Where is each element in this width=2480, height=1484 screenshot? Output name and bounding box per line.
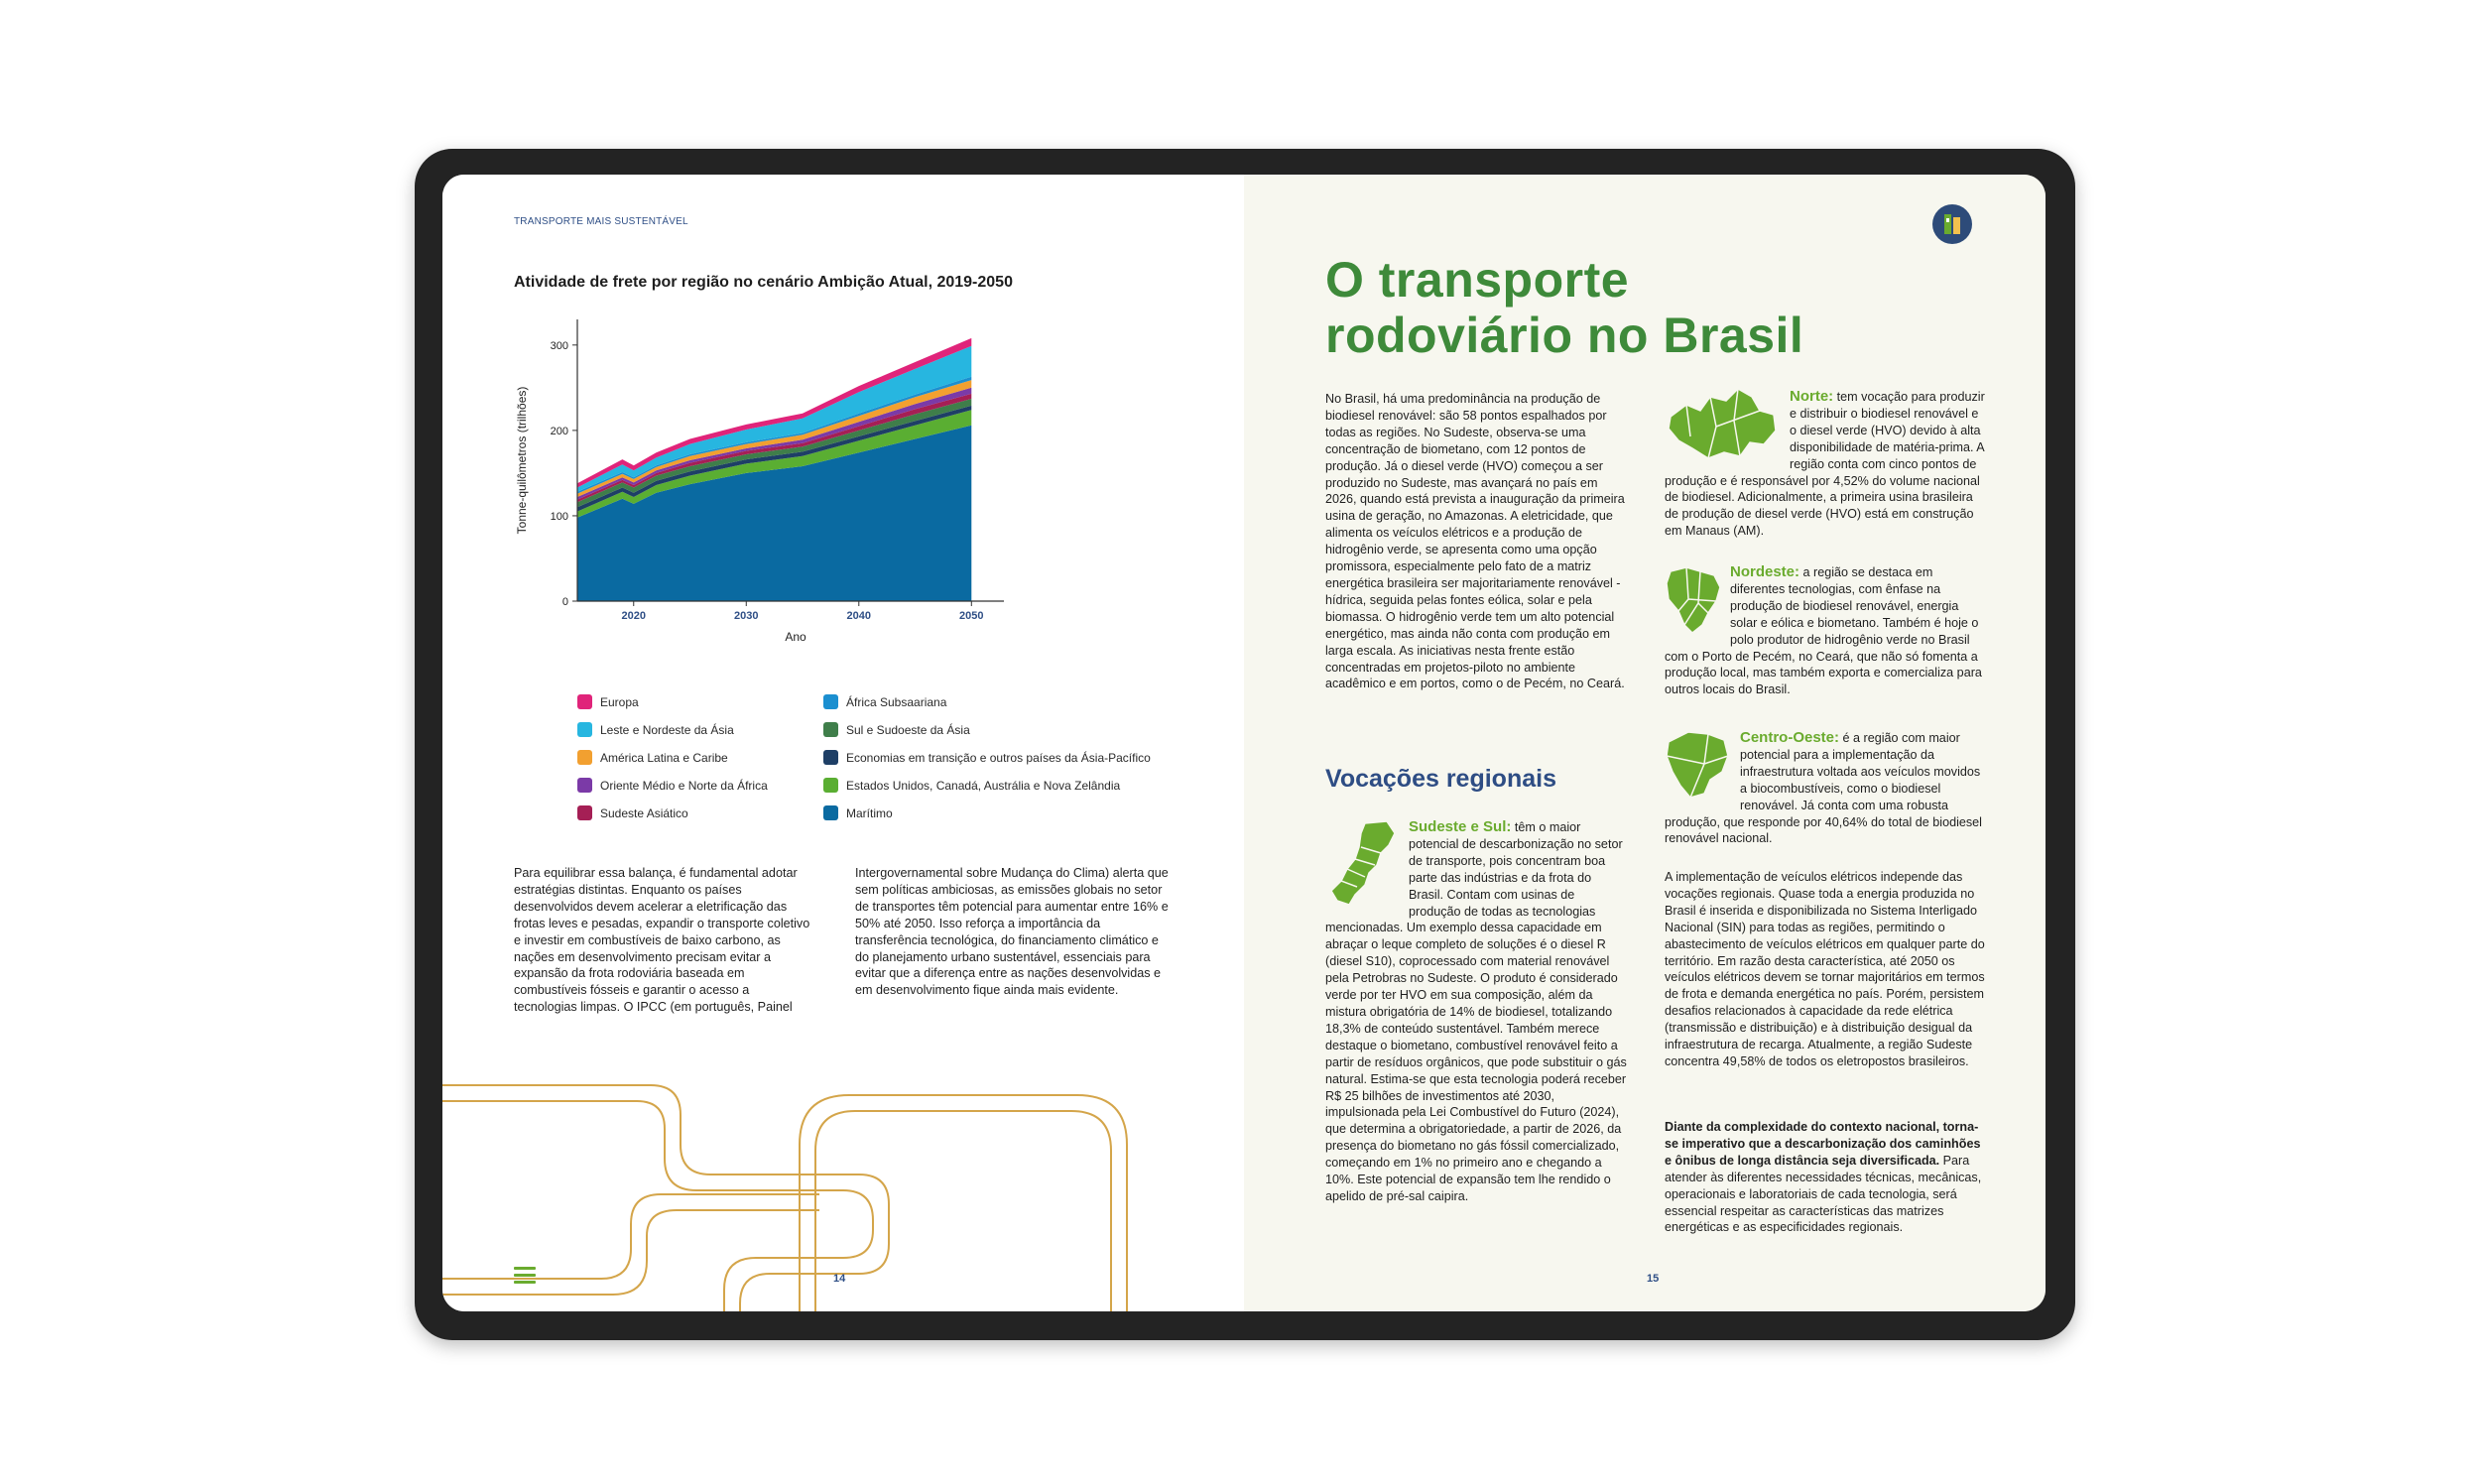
page-number-left: 14 <box>833 1273 846 1285</box>
region-sudeste-sul-name: Sudeste e Sul: <box>1409 818 1512 835</box>
legend-item <box>577 722 734 737</box>
legend-label: Estados Unidos, Canadá, Austrália e Nova Zelândia <box>846 778 1121 793</box>
legend-label: Sul e Sudoeste da Ásia <box>846 722 970 737</box>
page-number-right: 15 <box>1647 1273 1660 1285</box>
running-head: TRANSPORTE MAIS SUSTENTÁVEL <box>514 216 688 227</box>
legend-item <box>823 778 1120 793</box>
legend-label: África Subsaariana <box>846 694 947 709</box>
region-centro-oeste <box>1665 730 1988 847</box>
right-page <box>1244 175 2046 1311</box>
legend-label: Marítimo <box>846 805 893 820</box>
legend-swatch <box>823 778 838 793</box>
body-text-col2: Intergovernamental sobre Mudança do Clima) alerta que sem políticas ambiciosas, as emissões globais no setor de transportes têm potencial para aumentar entre 16% e 50% até 2050. Isso reforça a importância da transferência tecnológica, do financiamento climático e do planejamento urbano sustentável, essenciais para evitar que a diferença entre as nações desenvolvidas e em desenvolvimento fique ainda mais evidente. <box>855 866 1169 998</box>
legend-swatch <box>577 722 592 737</box>
legend-swatch <box>577 778 592 793</box>
legend-swatch <box>823 805 838 820</box>
legend-label: Europa <box>600 694 639 709</box>
y-axis-label: Tonne-quilômetros (trilhões) <box>515 386 529 535</box>
intro-text: No Brasil, há uma predominância na produção de biodiesel renovável: são 58 pontos espalhados por todas as regiões. No Sudeste, observa-se uma concentração de biometano, com 12 pontos de produção. Já o diesel verde (HVO) começou a ser produzido no Sudeste, mas avançará no país em 2026, quando está prevista a inauguração da primeira usina de geração, no Amazonas. A eletricidade, que alimenta os veículos elétricos e a produção de hidrogênio verde, se apresenta como uma opção promissora, especialmente pelo fato de a matriz energética brasileira ser majoritariamente renovável - hídrica, seguida pelas fontes eólica, solar e pela biomassa. O hidrogênio verde tem um alto potencial energético, mas ainda não conta com produção em larga escala. As iniciativas nesta frente estão concentradas em projetos-piloto no ambiente acadêmico e em portos, como o de Pecém, no Ceará. <box>1325 392 1625 691</box>
region-norte <box>1665 389 1988 540</box>
legend-item <box>577 778 768 793</box>
legend-label: Leste e Nordeste da Ásia <box>600 722 734 737</box>
region-nordeste-name: Nordeste: <box>1730 563 1800 580</box>
legend-item <box>823 694 946 709</box>
closing-bold: Diante da complexidade do contexto nacional, torna-se imperativo que a descarbonização dos caminhões e ônibus de longa distância seja diversificada. <box>1665 1120 1981 1168</box>
x-tick-label: 2030 <box>734 610 759 622</box>
legend-item <box>823 750 1151 765</box>
tablet-screen <box>442 175 2046 1311</box>
legend-item <box>577 805 688 820</box>
legend-swatch <box>823 750 838 765</box>
legend-swatch <box>577 750 592 765</box>
page-title <box>1325 252 1803 363</box>
y-tick-label: 300 <box>550 339 568 352</box>
freight-area-chart <box>514 313 1208 690</box>
section-heading: Vocações regionais <box>1325 765 1556 793</box>
legend-label: Economias em transição e outros países da Ásia-Pacífico <box>846 750 1151 765</box>
region-sudeste-sul-text: têm o maior potencial de descarbonização no setor de transporte, pois concentram boa parte das indústrias e da frota do Brasil. Contam com usinas de produção de todas as tecnologias mencionadas. Um exemplo dessa capacidade em abraçar o leque completo de soluções é o diesel R (diesel S10), coprocessado com material renovável pela Petrobras no Sudeste. O produto é considerado verde por ter HVO em sua composição, além da mistura obrigatória de 14% de biodiesel, totalizando 18,3% de conteúdo sustentável. Também merece destaque o biometano, combustível renovável feito a partir de resíduos orgânicos, que pode substituir o gás natural. Estima-se que esta tecnologia poderá receber R$ 25 bilhões de investimentos até 2030, impulsionada pela Lei Combustível do Futuro (2024), que determina a obrigatoriedade, a partir de 2026, da presença do biometano no gás fóssil comercializado, começando em 1% no primeiro ano e chegando a 10%. Este potencial de expansão tem lhe rendido o apelido de pré-sal caipira. <box>1325 820 1627 1203</box>
report-logo-icon <box>1932 204 1972 244</box>
region-norte-text: tem vocação para produzir e distribuir o biodiesel renovável e o diesel verde (HVO) devido à alta disponibilidade de matéria-prima. A região conta com cinco pontos de produção e é responsável por 4,52% do volume nacional de biodiesel. Adicionalmente, a primeira usina brasileira de produção de diesel verde (HVO) está em construção em Manaus (AM). <box>1665 390 1985 539</box>
region-nordeste-text: a região se destaca em diferentes tecnologias, com ênfase na produção de biodiesel renovável, energia solar e eólica e biometano. Também é hoje o polo produtor de hidrogênio verde no Brasil com o Porto de Pecém, no Ceará, que não só fomenta a produção local, mas também exporta e comercializa para outros locais do Brasil. <box>1665 565 1982 697</box>
legend-swatch <box>577 694 592 709</box>
y-tick-label: 100 <box>550 510 568 523</box>
menu-icon[interactable] <box>514 1267 536 1285</box>
region-norte-name: Norte: <box>1790 388 1834 405</box>
region-centro-oeste-text: é a região com maior potencial para a implementação da infraestrutura voltada aos veículos movidos a biocombustíveis, como o biodiesel renovável. Já conta com uma robusta produção, que responde por 40,64% do total de biodiesel renovável nacional. <box>1665 731 1982 846</box>
page-title-line2: rodoviário no Brasil <box>1325 308 1804 363</box>
y-tick-label: 0 <box>561 596 568 608</box>
legend-label: América Latina e Caribe <box>600 750 728 765</box>
y-tick-label: 200 <box>550 425 568 437</box>
region-sudeste-sul <box>1325 819 1627 1205</box>
x-tick-label: 2050 <box>959 610 984 622</box>
closing-text <box>1665 1119 1988 1236</box>
body-text-col1: Para equilibrar essa balança, é fundamental adotar estratégias distintas. Enquanto os países desenvolvidos devem acelerar a eletrificação das frotas leves e pesadas, expandir o transporte coletivo e investir em combustíveis de baixo carbono, as nações em desenvolvimento precisam evitar a expansão da frota rodoviária baseada em combustíveis fósseis e garantir o acesso a tecnologias limpas. O IPCC (em português, Painel <box>514 866 810 1015</box>
region-centro-oeste-name: Centro-Oeste: <box>1740 729 1840 746</box>
legend-label: Oriente Médio e Norte da África <box>600 778 768 793</box>
legend-label: Sudeste Asiático <box>600 805 688 820</box>
legend-item <box>823 722 970 737</box>
electric-vehicles-text: A implementação de veículos elétricos independe das vocações regionais. Quase toda a energia produzida no Brasil é inserida e disponibilizada no Sistema Interligado Nacional (SIN) para todas as regiões, permitindo o abastecimento de veículos elétricos em qualquer parte do território. Em razão desta característica, até 2050 os veículos elétricos devem se tornar majoritários em termos de frota e demanda energética no país. Porém, persistem desafios relacionados à capacidade da rede elétrica (transmissão e distribuição) e à distribuição desigual da infraestrutura de recarga. Atualmente, a região Sudeste concentra 49,58% de todos os eletropostos brasileiros. <box>1665 870 1985 1068</box>
x-axis-label: Ano <box>785 630 806 644</box>
page-title-line1: O transporte <box>1325 252 1630 308</box>
legend-swatch <box>823 694 838 709</box>
closing-regular: Para atender às diferentes necessidades técnicas, mecânicas, operacionais e laboratoriais de cada tecnologia, será essencial respeitar as características das matrizes energéticas e as especificidades regionais. <box>1665 1153 1982 1235</box>
x-tick-label: 2040 <box>846 610 872 622</box>
legend-swatch <box>823 722 838 737</box>
legend-item <box>823 805 893 820</box>
legend-item <box>577 694 639 709</box>
region-nordeste <box>1665 564 1988 698</box>
legend-swatch <box>577 805 592 820</box>
legend-item <box>577 750 728 765</box>
left-page <box>442 175 1244 1311</box>
x-tick-label: 2020 <box>621 610 646 622</box>
chart-title: Atividade de frete por região no cenário Ambição Atual, 2019-2050 <box>514 274 1013 291</box>
